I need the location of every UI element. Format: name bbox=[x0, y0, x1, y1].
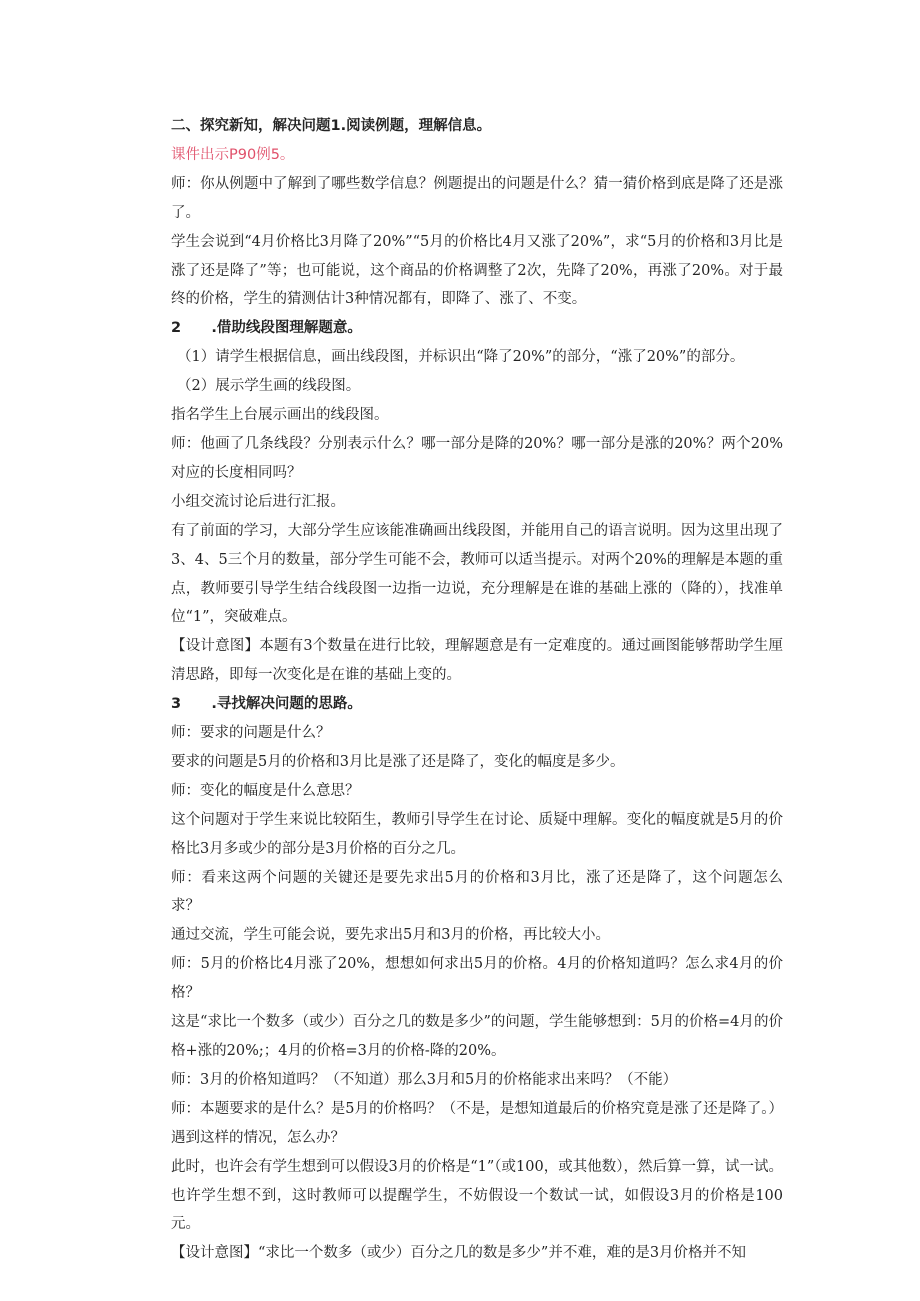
step3-title: 3 .寻找解决问题的思路。 bbox=[171, 696, 362, 713]
paragraph: 师：他画了几条线段？分别表示什么？哪一部分是降的20%？哪一部分是涨的20%？两个20%对应的长度相同吗？ bbox=[171, 435, 783, 481]
section-title: 二、探究新知，解决问题1.阅读例题，理解信息。 bbox=[171, 118, 492, 134]
paragraph: 通过交流，学生可能会说，要先求出5月和3月的价格，再比较大小。 bbox=[171, 927, 610, 944]
paragraph: 要求的问题是5月的价格和3月比是涨了还是降了，变化的幅度是多少。 bbox=[171, 753, 625, 770]
courseware-note: 课件出示P90例5。 bbox=[171, 146, 295, 163]
paragraph: 师：5月的价格比4月涨了20%，想想如何求出5月的价格。4月的价格知道吗？怎么求4月的价格？ bbox=[171, 956, 783, 1002]
paragraph: 师：你从例题中了解到了哪些数学信息？例题提出的问题是什么？猜一猜价格到底是降了还是涨了。 bbox=[171, 175, 783, 221]
step2-item: （1）请学生根据信息，画出线段图，并标识出“降了20%”的部分，“涨了20%”的部分。 bbox=[177, 349, 745, 366]
design-intent: 【设计意图】本题有3个数量在进行比较，理解题意是有一定难度的。通过画图能够帮助学生厘清思路，即每一次变化是在谁的基础上变的。 bbox=[171, 638, 783, 684]
document-body bbox=[171, 112, 783, 1268]
paragraph: 师：变化的幅度是什么意思？ bbox=[171, 782, 360, 799]
paragraph: 师：3月的价格知道吗？（不知道）那么3月和5月的价格能求出来吗？（不能） bbox=[171, 1071, 678, 1088]
paragraph: 此时，也许会有学生想到可以假设3月的价格是“1”（或100，或其他数），然后算一算，试一试。也许学生想不到，这时教师可以提醒学生，不妨假设一个数试一试，如假设3月的价格是100元。 bbox=[171, 1158, 783, 1233]
step2-title: 2 .借助线段图理解题意。 bbox=[171, 320, 362, 337]
paragraph: 师：看来这两个问题的关键还是要先求出5月的价格和3月比，涨了还是降了，这个问题怎么求？ bbox=[171, 869, 783, 915]
paragraph: 小组交流讨论后进行汇报。 bbox=[171, 493, 345, 510]
paragraph: 这是“求比一个数多（或少）百分之几的数是多少”的问题，学生能够想到：5月的价格=4月的价格+涨的20%;；4月的价格=3月的价格-降的20%。 bbox=[171, 1014, 783, 1059]
paragraph: 学生会说到“4月价格比3月降了20%”“5月的价格比4月又涨了20%”，求“5月的价格和3月比是涨了还是降了”等；也可能说，这个商品的价格调整了2次，先降了20%，再涨了20%。对于最终的价格，学生的猜测估计3种情况都有，即降了、涨了、不变。 bbox=[171, 233, 783, 308]
paragraph: 指名学生上台展示画出的线段图。 bbox=[171, 407, 389, 424]
paragraph: 有了前面的学习，大部分学生应该能准确画出线段图，并能用自己的语言说明。因为这里出现了3、4、5三个月的数量，部分学生可能不会，教师可以适当提示。对两个20%的理解是本题的重点，教师要引导学生结合线段图一边指一边说，充分理解是在谁的基础上涨的（降的），找准单位“1”，突破难点。 bbox=[171, 522, 783, 626]
step2-item: （2）展示学生画的线段图。 bbox=[177, 378, 361, 395]
paragraph: 这个问题对于学生来说比较陌生，教师引导学生在讨论、质疑中理解。变化的幅度就是5月的价格比3月多或少的部分是3月价格的百分之几。 bbox=[171, 811, 783, 857]
paragraph: 师：本题要求的是什么？是5月的价格吗？（不是，是想知道最后的价格究竟是涨了还是降了。）遇到这样的情况，怎么办？ bbox=[171, 1100, 783, 1146]
paragraph: 师：要求的问题是什么？ bbox=[171, 725, 331, 742]
design-intent: 【设计意图】“求比一个数多（或少）百分之几的数是多少”并不难，难的是3月价格并不知 bbox=[171, 1245, 747, 1262]
